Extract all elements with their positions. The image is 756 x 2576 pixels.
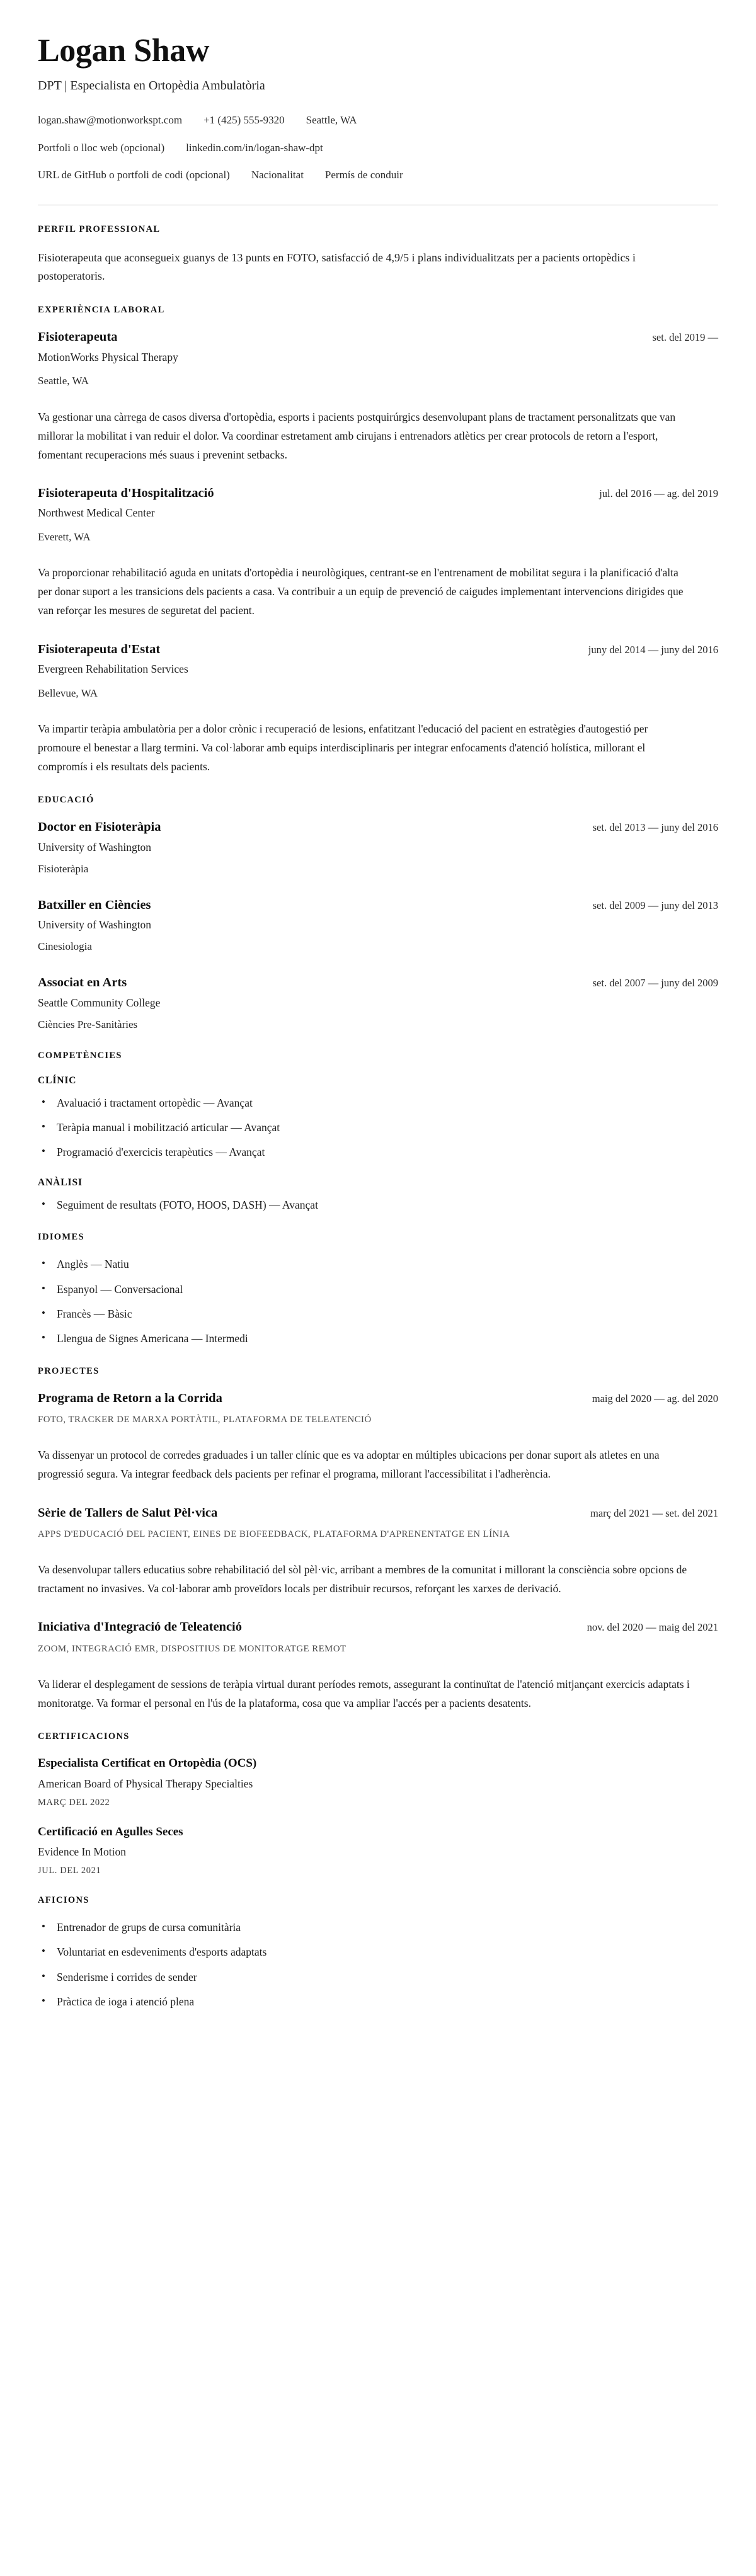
section-certifications — [38, 1731, 718, 1876]
section-experience — [38, 305, 718, 776]
section-languages — [38, 1232, 718, 1347]
skill-list — [38, 1095, 718, 1161]
project-tech: FOTO, TRACKER DE MARXA PORTÀTIL, PLATAFORMA DE TELEATENCIÓ — [38, 1415, 372, 1425]
project-entry-head — [38, 1391, 718, 1407]
experience-company: MotionWorks Physical Therapy — [38, 350, 178, 363]
education-school: University of Washington — [38, 840, 152, 853]
experience-description: Va proporcionar rehabilitació aguda en unitats d'ortopèdia i neurològiques, centrant-se en l'entrenament de mobilitat segura i la planificació d'alta per donar suport a les transicions dels pacients a casa. Va contribuir a un equip de prevenció de caigudes implementant intervencions dirigides que van reforçar les mesures de seguretat del pacient. — [38, 566, 684, 617]
list-item: • Seguiment de resultats (FOTO, HOOS, DASH) — Avançat — [38, 1197, 718, 1213]
experience-role: Fisioterapeuta d'Estat — [38, 642, 161, 656]
section-title-projects: PROJECTES — [38, 1365, 100, 1376]
experience-dates: jul. del 2016 — ag. del 2019 — [599, 487, 718, 499]
certification-date: MARÇ DEL 2022 — [38, 1797, 110, 1808]
experience-dates: juny del 2014 — juny del 2016 — [588, 643, 718, 656]
project-entry-head — [38, 1505, 718, 1522]
list-item: • Voluntariat en esdeveniments d'esports adaptats — [38, 1944, 718, 1960]
experience-entry-head — [38, 642, 718, 658]
contact-line-extra — [38, 167, 718, 183]
education-degree: Batxiller en Ciències — [38, 898, 151, 912]
education-entry-head — [38, 898, 718, 914]
section-title-skills: COMPETÈNCIES — [38, 1050, 122, 1061]
list-item: • Teràpia manual i mobilització articular — Avançat — [38, 1120, 718, 1136]
education-degree: Associat en Arts — [38, 976, 127, 990]
education-entry — [38, 819, 718, 875]
education-entry — [38, 975, 718, 1031]
list-item: • Anglès — Natiu — [38, 1257, 718, 1272]
section-title-summary: PERFIL PROFESSIONAL — [38, 224, 161, 234]
resume-header — [38, 33, 718, 205]
list-item: • Avaluació i tractament ortopèdic — Avançat — [38, 1095, 718, 1111]
language-list — [38, 1257, 718, 1347]
section-projects — [38, 1366, 718, 1713]
contact-line-primary — [38, 112, 718, 128]
experience-location: Bellevue, WA — [38, 687, 98, 699]
project-tech: ZOOM, INTEGRACIÓ EMR, DISPOSITIUS DE MONITORATGE REMOT — [38, 1643, 346, 1654]
experience-role: Fisioterapeuta d'Hospitalització — [38, 486, 214, 500]
certification-date: JUL. DEL 2021 — [38, 1866, 101, 1876]
section-hobbies — [38, 1895, 718, 2010]
project-entry — [38, 1391, 718, 1484]
location-text: Seattle, WA — [306, 114, 357, 127]
experience-entry-head — [38, 486, 718, 502]
project-description: Va desenvolupar tallers educatius sobre rehabilitació del sòl pèl·vic, arribant a membres de la comunitat i millorant la consciència sobre opcions de tractament no invasives. Va col·laborar amb proveïdors locals per distribuir recursos, reforçant les xarxes de derivació. — [38, 1563, 687, 1595]
hobby-list — [38, 1920, 718, 2010]
contact-line-web — [38, 140, 718, 156]
github-placeholder-text: URL de GitHub o portfoli de codi (opcional) — [38, 169, 230, 181]
education-entry — [38, 898, 718, 954]
project-entry — [38, 1505, 718, 1599]
portfolio-placeholder-text: Portfoli o lloc web (opcional) — [38, 141, 165, 154]
project-description: Va liderar el desplegament de sessions de teràpia virtual durant períodes remots, assegurant la continuïtat de l'atenció mitjançant exercicis adaptats i monitoratge. Va formar el personal en l'ús de la plataforma, cosa que va ampliar l'accés per a pacients desatents. — [38, 1677, 690, 1709]
driving-license-text: Permís de conduir — [324, 169, 403, 181]
email-text: logan.shaw@motionworkspt.com — [38, 114, 183, 127]
section-title-certifications: CERTIFICACIONS — [38, 1731, 130, 1742]
experience-description: Va gestionar una càrrega de casos diversa d'ortopèdia, esports i pacients postquirúrgics desenvolupant plans de tractament personalitzats que van millorar la mobilitat i van reduir el dolor. Va coordinar estretament amb cirujans i entrenadors atlètics per crear protocols de retorn a l'esport, fomentant recuperacions més suaus i prevenint setbacks. — [38, 410, 676, 461]
education-dates: set. del 2013 — juny del 2016 — [592, 821, 718, 834]
experience-location: Seattle, WA — [38, 375, 89, 387]
list-item: • Programació d'exercicis terapèutics — Avançat — [38, 1144, 718, 1160]
list-item: • Senderisme i corrides de sender — [38, 1969, 718, 1985]
project-dates: nov. del 2020 — maig del 2021 — [587, 1621, 718, 1634]
section-title-languages: IDIOMES — [38, 1232, 84, 1243]
experience-description: Va impartir teràpia ambulatòria per a dolor crònic i recuperació de lesions, enfatitzant l'educació del pacient en estratègies d'autogestió per promoure el benestar a llarg termini. Va col·laborar amb equips interdisciplinaris per integrar enfocaments d'atenció holística, millorant el compromís i els resultats dels pacients. — [38, 722, 648, 773]
experience-entry — [38, 642, 718, 777]
education-field: Ciències Pre-Sanitàries — [38, 1018, 138, 1030]
experience-dates: set. del 2019 — — [652, 331, 718, 344]
project-dates: març del 2021 — set. del 2021 — [590, 1507, 718, 1519]
education-degree: Doctor en Fisioteràpia — [38, 820, 161, 835]
project-tech: APPS D'EDUCACIÓ DEL PACIENT, EINES DE BIOFEEDBACK, PLATAFORMA D'APRENENTATGE EN LÍNIA — [38, 1529, 510, 1540]
certification-name: Especialista Certificat en Ortopèdia (OCS) — [38, 1757, 257, 1770]
list-item: • Entrenador de grups de cursa comunitària — [38, 1920, 718, 1935]
certification-name: Certificació en Agulles Seces — [38, 1825, 183, 1838]
linkedin-text: linkedin.com/in/logan-shaw-dpt — [186, 141, 323, 154]
section-title-education: EDUCACIÓ — [38, 795, 94, 806]
list-item: • Llengua de Signes Americana — Intermedi — [38, 1331, 718, 1347]
project-name: Iniciativa d'Integració de Teleatenció — [38, 1620, 242, 1634]
candidate-headline: DPT | Especialista en Ortopèdia Ambulatòria — [38, 79, 265, 93]
project-dates: maig del 2020 — ag. del 2020 — [592, 1392, 718, 1405]
certification-entry — [38, 1756, 718, 1808]
education-field: Fisioteràpia — [38, 862, 89, 875]
education-school: University of Washington — [38, 918, 152, 932]
project-entry — [38, 1619, 718, 1713]
experience-company: Evergreen Rehabilitation Services — [38, 663, 188, 676]
experience-company: Northwest Medical Center — [38, 506, 155, 520]
project-name: Programa de Retorn a la Corrida — [38, 1391, 222, 1405]
summary-text: Fisioterapeuta que aconsegueix guanys de 13 punts en FOTO, satisfacció de 4,9/5 i plans individualitzats per a pacients ortopèdics i postoperatoris. — [38, 251, 636, 283]
experience-role: Fisioterapeuta — [38, 330, 118, 345]
section-skills — [38, 1051, 718, 1214]
skill-group-name: ANÀLISI — [38, 1177, 83, 1188]
phone-text: +1 (425) 555-9320 — [203, 114, 285, 127]
certification-entry — [38, 1825, 718, 1877]
nationality-text: Nacionalitat — [251, 169, 304, 181]
certification-issuer: American Board of Physical Therapy Specialties — [38, 1777, 253, 1790]
skill-list — [38, 1197, 718, 1213]
section-title-experience: EXPERIÈNCIA LABORAL — [38, 305, 165, 316]
section-title-hobbies: AFICIONS — [38, 1895, 89, 1906]
project-description: Va dissenyar un protocol de corredes graduades i un taller clínic que es va adoptar en múltiples ubicacions per donar suport als atletes en una progressió segura. Va integrar feedback dels pacients per refinar el programa, millorant l'accessibilitat i l'adherència. — [38, 1449, 660, 1481]
education-dates: set. del 2009 — juny del 2013 — [592, 899, 718, 911]
list-item: • Espanyol — Conversacional — [38, 1282, 718, 1297]
section-summary — [38, 224, 718, 286]
education-field: Cinesiologia — [38, 940, 92, 953]
education-school: Seattle Community College — [38, 996, 161, 1009]
experience-entry-head — [38, 329, 718, 346]
experience-location: Everett, WA — [38, 531, 91, 544]
skill-group-clinical — [38, 1075, 718, 1161]
project-name: Sèrie de Tallers de Salut Pèl·vica — [38, 1505, 218, 1520]
candidate-name: Logan Shaw — [38, 33, 209, 69]
education-dates: set. del 2007 — juny del 2009 — [592, 977, 718, 989]
section-education — [38, 795, 718, 1031]
skill-group-analysis — [38, 1177, 718, 1213]
education-entry-head — [38, 819, 718, 836]
experience-entry — [38, 329, 718, 464]
education-entry-head — [38, 975, 718, 991]
project-entry-head — [38, 1619, 718, 1636]
list-item: • Francès — Bàsic — [38, 1306, 718, 1322]
list-item: • Pràctica de ioga i atenció plena — [38, 1994, 718, 2010]
certification-issuer: Evidence In Motion — [38, 1845, 126, 1859]
skill-group-name: CLÍNIC — [38, 1074, 77, 1086]
experience-entry — [38, 486, 718, 620]
